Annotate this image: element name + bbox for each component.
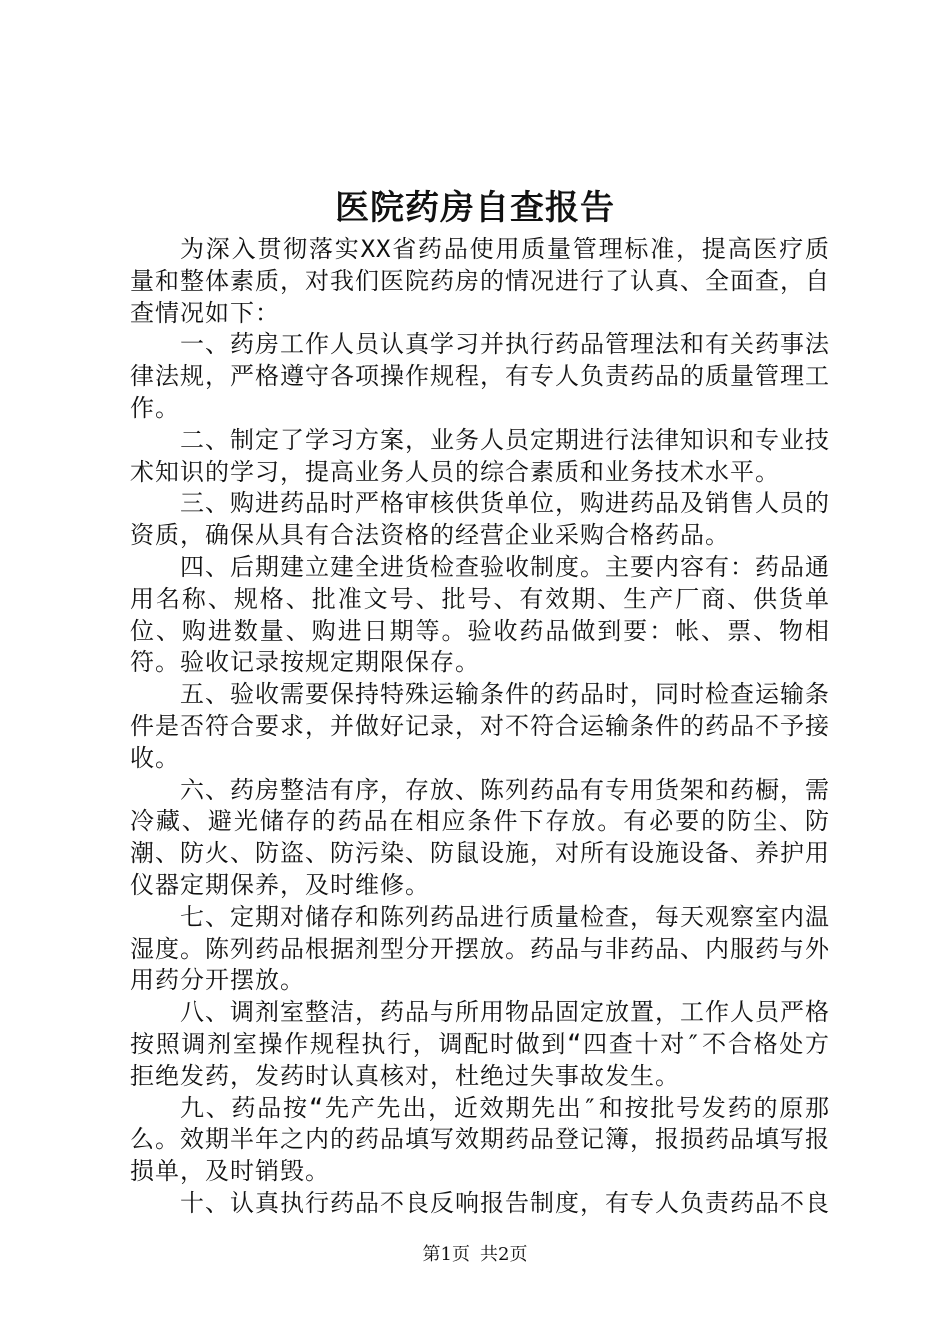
paragraph-item-7: 七、定期对储存和陈列药品进行质量检查，每天观察室内温湿度。陈列药品根据剂型分开摆放。药品与非药品、内服药与外用药分开摆放。 <box>130 902 830 995</box>
paragraph-item-8: 八、调剂室整洁，药品与所用物品固定放置，工作人员严格按照调剂室操作规程执行，调配时做到“四查十对″不合格处方拒绝发药，发药时认真核对，杜绝过失事故发生。 <box>130 998 830 1090</box>
paragraph-item-2: 二、制定了学习方案，业务人员定期进行法律知识和专业技术知识的学习，提高业务人员的综合素质和业务技术水平。 <box>130 425 830 486</box>
paragraph-item-1: 一、药房工作人员认真学习并执行药品管理法和有关药事法律法规，严格遵守各项操作规程，有专人负责药品的质量管理工作。 <box>130 330 830 422</box>
page-total: 共2页 <box>480 1244 528 1265</box>
paragraph-item-3: 三、购进药品时严格审核供货单位，购进药品及销售人员的资质，确保从具有合法资格的经营企业采购合格药品。 <box>130 489 830 550</box>
paragraph-item-6: 六、药房整洁有序，存放、陈列药品有专用货架和药橱，需冷藏、避光储存的药品在相应条件下存放。有必要的防尘、防潮、防火、防盗、防污染、防鼠设施，对所有设施设备、养护用仪器定期保养，及时维修。 <box>130 775 830 899</box>
paragraph-item-5: 五、验收需要保持特殊运输条件的药品时，同时检查运输条件是否符合要求，并做好记录，对不符合运输条件的药品不予接收。 <box>130 680 830 772</box>
page-number: 第1页 <box>422 1244 470 1265</box>
paragraph-item-9: 九、药品按“先产先出，近效期先出″和按批号发药的原那么。效期半年之内的药品填写效期药品登记簿，报损药品填写报损单，及时销毁。 <box>130 1093 830 1186</box>
document-title: 医院药房自查报告 <box>335 188 615 228</box>
page-footer <box>0 1242 950 1268</box>
paragraph-item-4: 四、后期建立建全进货检查验收制度。主要内容有：药品通用名称、规格、批准文号、批号、有效期、生产厂商、供货单位、购进数量、购进日期等。验收药品做到要：帐、票、物相符。验收记录按规定期限保存。 <box>130 552 830 677</box>
paragraph-item-10: 十、认真执行药品不良反响报告制度，有专人负责药品不良 <box>180 1188 830 1217</box>
document-body <box>130 234 830 1220</box>
paragraph-intro: 为深入贯彻落实XX省药品使用质量管理标准，提高医疗质量和整体素质，对我们医院药房的情况进行了认真、全面查，自查情况如下： <box>130 235 830 327</box>
